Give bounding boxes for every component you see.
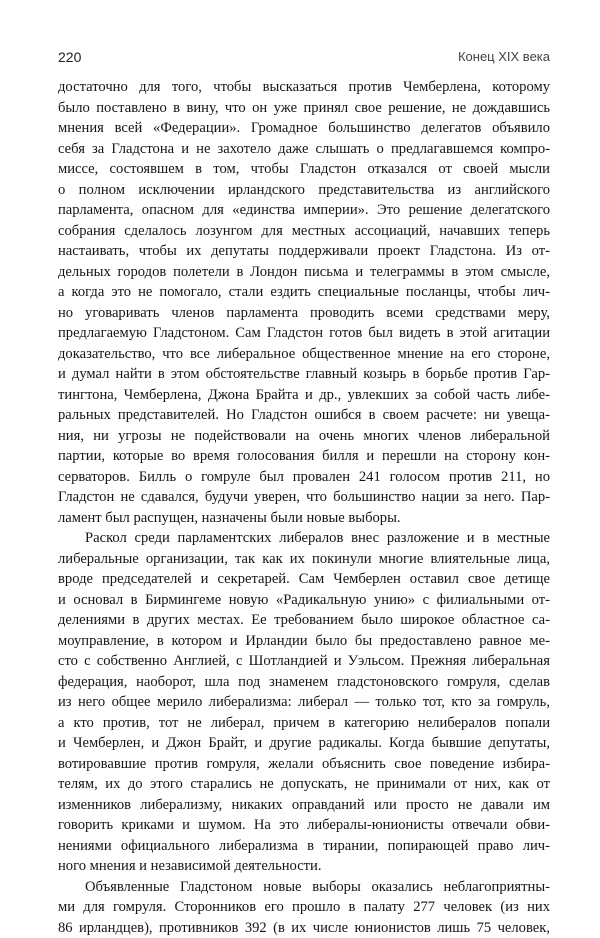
text-line: доказательство, что все либеральное общественное мнение на его стороне, [58,344,550,365]
text-line: нениями официального либерализма в тирании, попирающей право лич- [58,836,550,857]
text-line: и основал в Бирмингеме новую «Радикальную унию» с филиальными от- [58,590,550,611]
text-line: сто с собственно Англией, с Шотландией и Уэльсом. Прежняя либеральная [58,651,550,672]
text-line: и думал найти в этом обстоятельстве главный козырь в борьбе против Гар- [58,364,550,385]
text-line: из него общее мерило либерализма: либерал — только тот, кто за гомруль, [58,692,550,713]
text-line: ми для гомруля. Сторонников его прошло в палату 277 человек (из них [58,897,550,918]
body-text [58,77,550,938]
text-line: Раскол среди парламентских либералов внес разложение и в местные [58,528,550,549]
text-line: а когда это не помогало, стали ездить специальные посланцы, чтобы лич- [58,282,550,303]
text-line: Объявленные Гладстоном новые выборы оказались неблагоприятны- [58,877,550,898]
text-line: миссе, состоявшем в том, чтобы Гладстон отказался от своей мысли [58,159,550,180]
page-number: 220 [58,49,81,65]
text-line: предлагаемую Гладстоном. Сам Гладстон готов был видеть в этой агитации [58,323,550,344]
paragraph [58,528,550,877]
text-line: достаточно для того, чтобы высказаться против Чемберлена, которому [58,77,550,98]
text-line: себя за Гладстона и не захотело даже слышать о предлагавшемся компро- [58,139,550,160]
paragraph [58,77,550,528]
text-line: но уговаривать членов парламента проводить всеми средствами меру, [58,303,550,324]
text-line: Гладстон не сдавался, будучи уверен, что большинство нации за него. Пар- [58,487,550,508]
text-line: ния, ни угрозы не подействовали на очень многих членов либеральной [58,426,550,447]
text-line: ральных представителей. Но Гладстон ошибся в своем расчете: ни увеща- [58,405,550,426]
running-title: Конец XIX века [458,49,550,64]
text-line: было поставлено в вину, что он уже принял свое решение, не дождавшись [58,98,550,119]
text-line: настаивать, чтобы их депутаты поддерживали проект Гладстона. Из от- [58,241,550,262]
text-line: 86 ирландцев), противников 392 (в их числе юнионистов лишь 75 человек, [58,918,550,938]
text-line: тингтона, Чемберлена, Джона Брайта и др., увлекших за собой часть либе- [58,385,550,406]
text-line: ламент был распущен, назначены были новые выборы. [58,508,550,529]
text-line: и Чемберлен, и Джон Брайт, и другие радикалы. Когда бывшие депутаты, [58,733,550,754]
text-line: телям, их до этого старались не допускать, не принимали от них, как от [58,774,550,795]
text-line: федерация, наоборот, шла под знаменем гладстоновского гомруля, сделав [58,672,550,693]
text-line: изменников либерализму, никаких оправданий или просто не давали им [58,795,550,816]
text-line: серваторов. Билль о гомруле был провален 241 голосом против 211, но [58,467,550,488]
text-line: собрания сделалось лозунгом для местных ассоциаций, начавших теперь [58,221,550,242]
page-header [58,49,550,69]
text-line: делениями в других местах. Ее требованием было широкое областное са- [58,610,550,631]
text-line: партии, которые во время голосования билля и перешли на сторону кон- [58,446,550,467]
text-line: парламента, опасном для «единства империи». Это решение делегатского [58,200,550,221]
text-line: дельных городов полетели в Лондон письма и телеграммы в этом смысле, [58,262,550,283]
text-line: вроде председателей и секретарей. Сам Чемберлен оставил свое детище [58,569,550,590]
text-line: вотировавшие против гомруля, желали объяснить свое поведение избира- [58,754,550,775]
text-line: говорить криками и шумом. На это либералы-юнионисты отвечали обви- [58,815,550,836]
text-line: о полном исключении ирландского представительства из английского [58,180,550,201]
paragraph [58,877,550,938]
text-line: а кто против, тот не либерал, причем в категорию нелибералов попали [58,713,550,734]
text-line: ного мнения и независимой деятельности. [58,856,550,877]
text-line: либеральные организации, так как их покинули многие влиятельные лица, [58,549,550,570]
text-line: моуправление, в котором и Ирландии было бы предоставлено равное ме- [58,631,550,652]
text-line: мнения всей «Федерации». Громадное большинство делегатов объявило [58,118,550,139]
